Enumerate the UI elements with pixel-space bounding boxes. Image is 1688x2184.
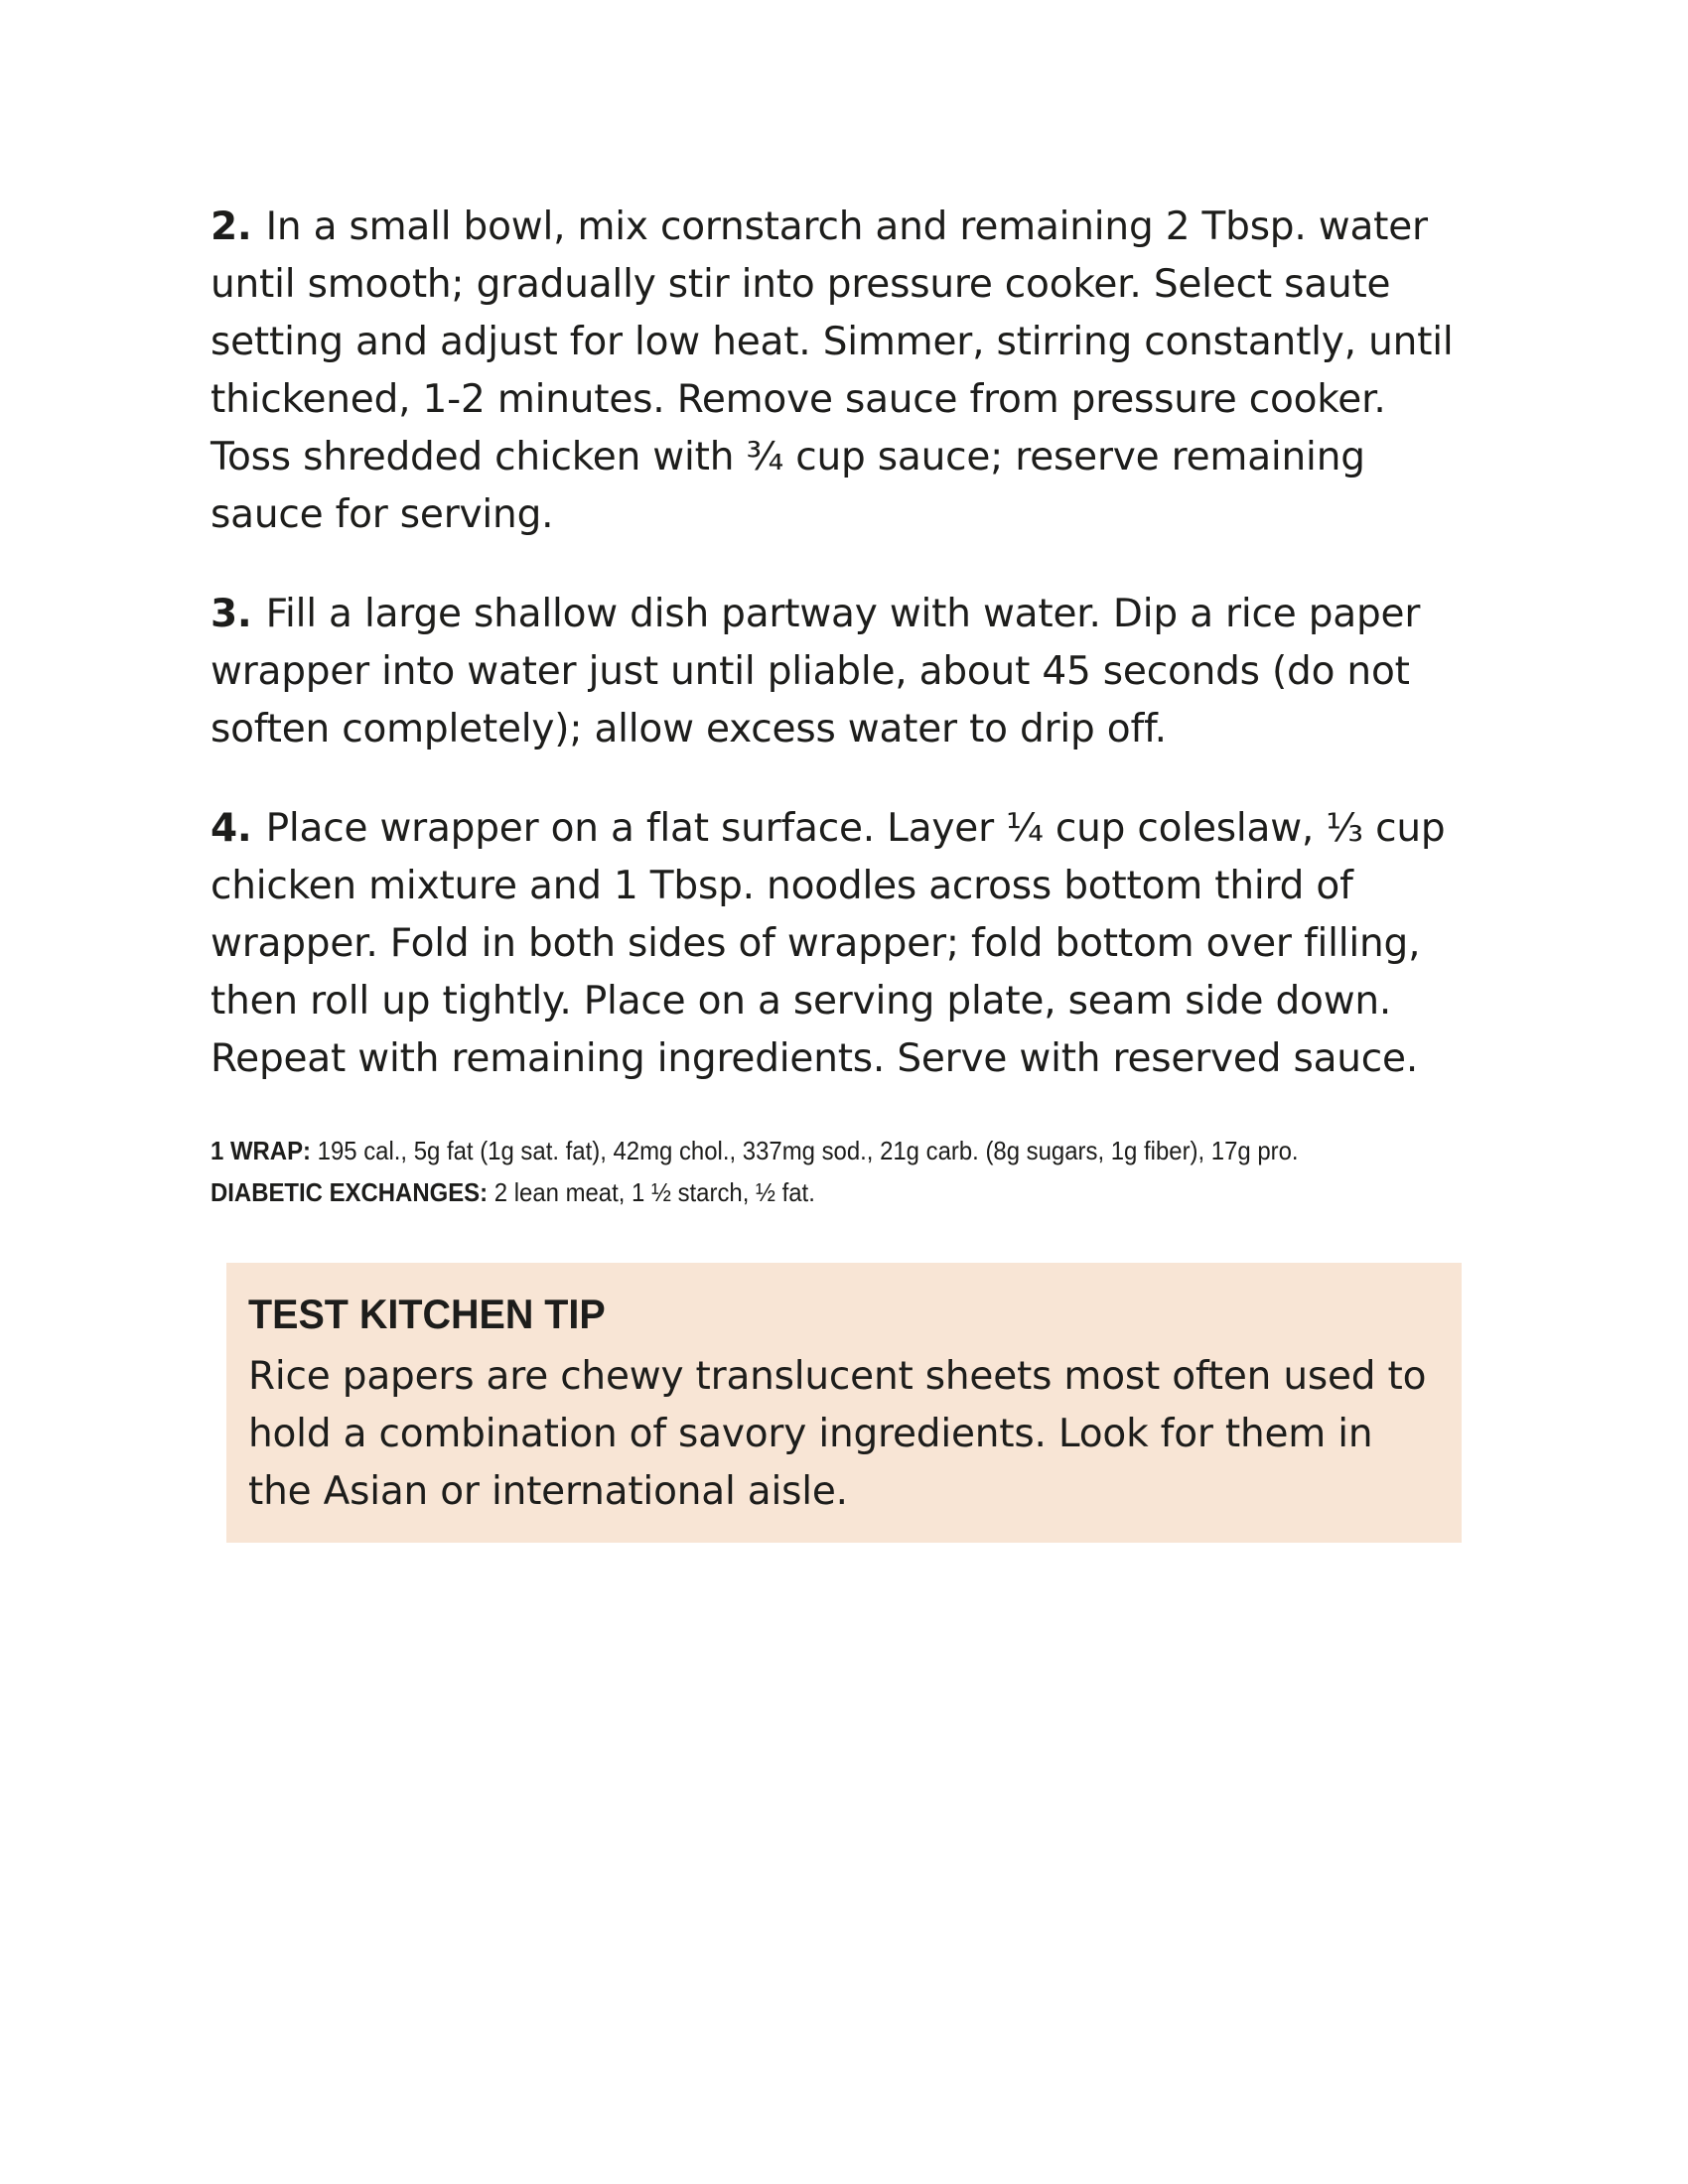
test-kitchen-tip-box [226,1263,1462,1543]
step-text: Fill a large shallow dish partway with water. Dip a rice paper wrapper into water just until pliable, about 45 seconds (do not soften completely); allow excess water to drip off. [211,592,1421,751]
recipe-directions [211,199,1462,1213]
step-number: 2. [211,205,252,249]
nutrition-facts [211,1130,1462,1213]
serving-label: 1 WRAP: [211,1136,311,1165]
serving-line [211,1130,1462,1171]
step-3 [211,586,1462,758]
exchanges-line [211,1171,1462,1213]
exchanges-label: DIABETIC EXCHANGES: [211,1177,489,1207]
step-number: 4. [211,806,252,851]
step-text: Place wrapper on a flat surface. Layer ¼ cup coleslaw, ⅓ cup chicken mixture and 1 Tbsp. noodles across bottom third of wrapper. Fold in both sides of wrapper; fold bottom over filling, then roll up tightly. Place on a serving plate, seam side down. Repeat with remaining ingredients. Serve with reserved sauce. [211,806,1446,1081]
exchanges-text: 2 lean meat, 1 ½ starch, ½ fat. [493,1177,815,1207]
step-number: 3. [211,592,252,636]
tip-text: Rice papers are chewy translucent sheets most often used to hold a combination of savory ingredients. Look for them in the Asian or international aisle. [248,1354,1427,1514]
tip-title: TEST KITCHEN TIP [248,1291,606,1337]
step-text: In a small bowl, mix cornstarch and remaining 2 Tbsp. water until smooth; gradually stir into pressure cooker. Select saute setting and adjust for low heat. Simmer, stirring constantly, until thickened, 1-2 minutes. Remove sauce from pressure cooker. Toss shredded chicken with ¾ cup sauce; reserve remaining sauce for serving. [211,205,1454,537]
serving-text: 195 cal., 5g fat (1g sat. fat), 42mg chol., 337mg sod., 21g carb. (8g sugars, 1g fiber), 17g pro. [317,1136,1299,1165]
step-2 [211,199,1462,544]
step-4 [211,800,1462,1088]
